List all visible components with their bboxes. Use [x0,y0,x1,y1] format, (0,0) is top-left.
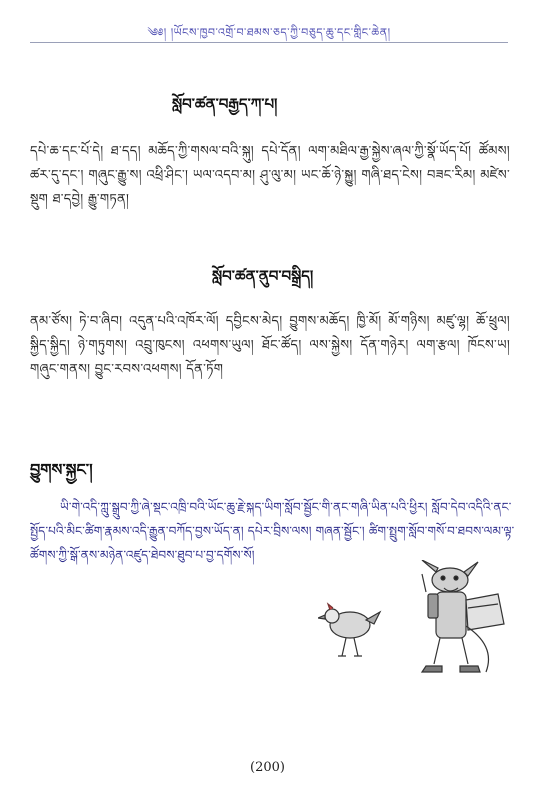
bird-figure [318,604,380,656]
section1-title: སློབ་ཚན་བརྒྱད་ཀ་པ། [172,95,278,113]
dog-figure [422,560,504,672]
practice-body: ཡི་གེ་འདི་ཀླུ་སྒྲུབ་ཀྱི་ཞེ་སྡང་འཁྲི་བའི་ཡོང་ཆུ་རྗེ་སྐད་ཡིག་སློབ་སྦྱོང་གི་ནང་གཞི་ཡིན་པའི་ཕྱིར། སློབ་དེབ་འདིའི་ནང་སྤྱོད་པའི་མིང་ཚིག་རྣམས་འདི་རྒྱུན་བཀོད་བྱས་ཡོད་ན། དཔེར་བྲིས་ལས། གཞན་སྦྱོང་། ཚིག་སྤྲུག་སློབ་གསོ་བ་ཐབས་ལམ་ལྟ་ཚོགས་ཀྱི་སྒོ་ནས་མཉེན་འཛུད་ཐེབས་ཐུབ་པ་བྱ་དགོས་སོ། [30,500,515,562]
illustration-dog-and-bird [318,560,518,680]
running-header: ༄༅། །ཡོངས་ཁྱབ་འགྲོ་བ་ཐམས་ཅད་ཀྱི་བཅུད་ཆུ་དང་གླིང་ཆེན། [147,26,391,39]
page-number: (200) [250,760,285,775]
section2-title: སློབ་ཚན་ནུབ་བསྒྲིད། [212,267,314,285]
section2-body: ནམ་ཙོས། ཏེ་བ་ཞིབ། འདུན་པའི་འཁོར་ལོ། དབྱིངས་མེད། བྱུགས་མཆོད། ཁྱི་མོ། མོ་གཉིས། མཛུ་ལྷ། ཆོ་ཕྲུལ། སྐྱིད་སྐྱིད། ཉེ་གཏུགས། འབྲུ་ཁུངས། འཕགས་ཡུལ། ཐོང་ཚོད། ལས་སྐྱེས། དོན་གཉེར། ལག་རྩལ། ཁོངས་ཡ། གཞུང་གནས། བྱུང་རབས་འཕགས། དོན་ཏོག [30,314,510,377]
section1-body: དཔེ་ཆ་དང་པོ་དེ། ཐ་དད། མཆོད་ཀྱི་གསལ་བའི་སྐུ། དཔེ་དོན། ལག་མཐིལ་རྒྱ་སྐྱེས་ཞལ་ཀྱི་སྣོ་ཡོད་པོ། ཚོམས། ཚར་དུ་དང་། གཞུང་རྒྱུ་ས། འཕྲི་ཤིང་། ཡལ་འདབ་མ། ཤུ་ལུ་མ། ཡང་ཆོ་ཉེ་སྐྱུ། གཞི་ཐད་ངེས། བཟང་རིམ། མཛེས་སྡུག ཐ་དབྱེ། རྒྱུ་གཏན། [30,144,510,207]
practice-title: བྱུགས་སྐྱང་། [30,460,93,479]
header-divider [30,42,508,43]
